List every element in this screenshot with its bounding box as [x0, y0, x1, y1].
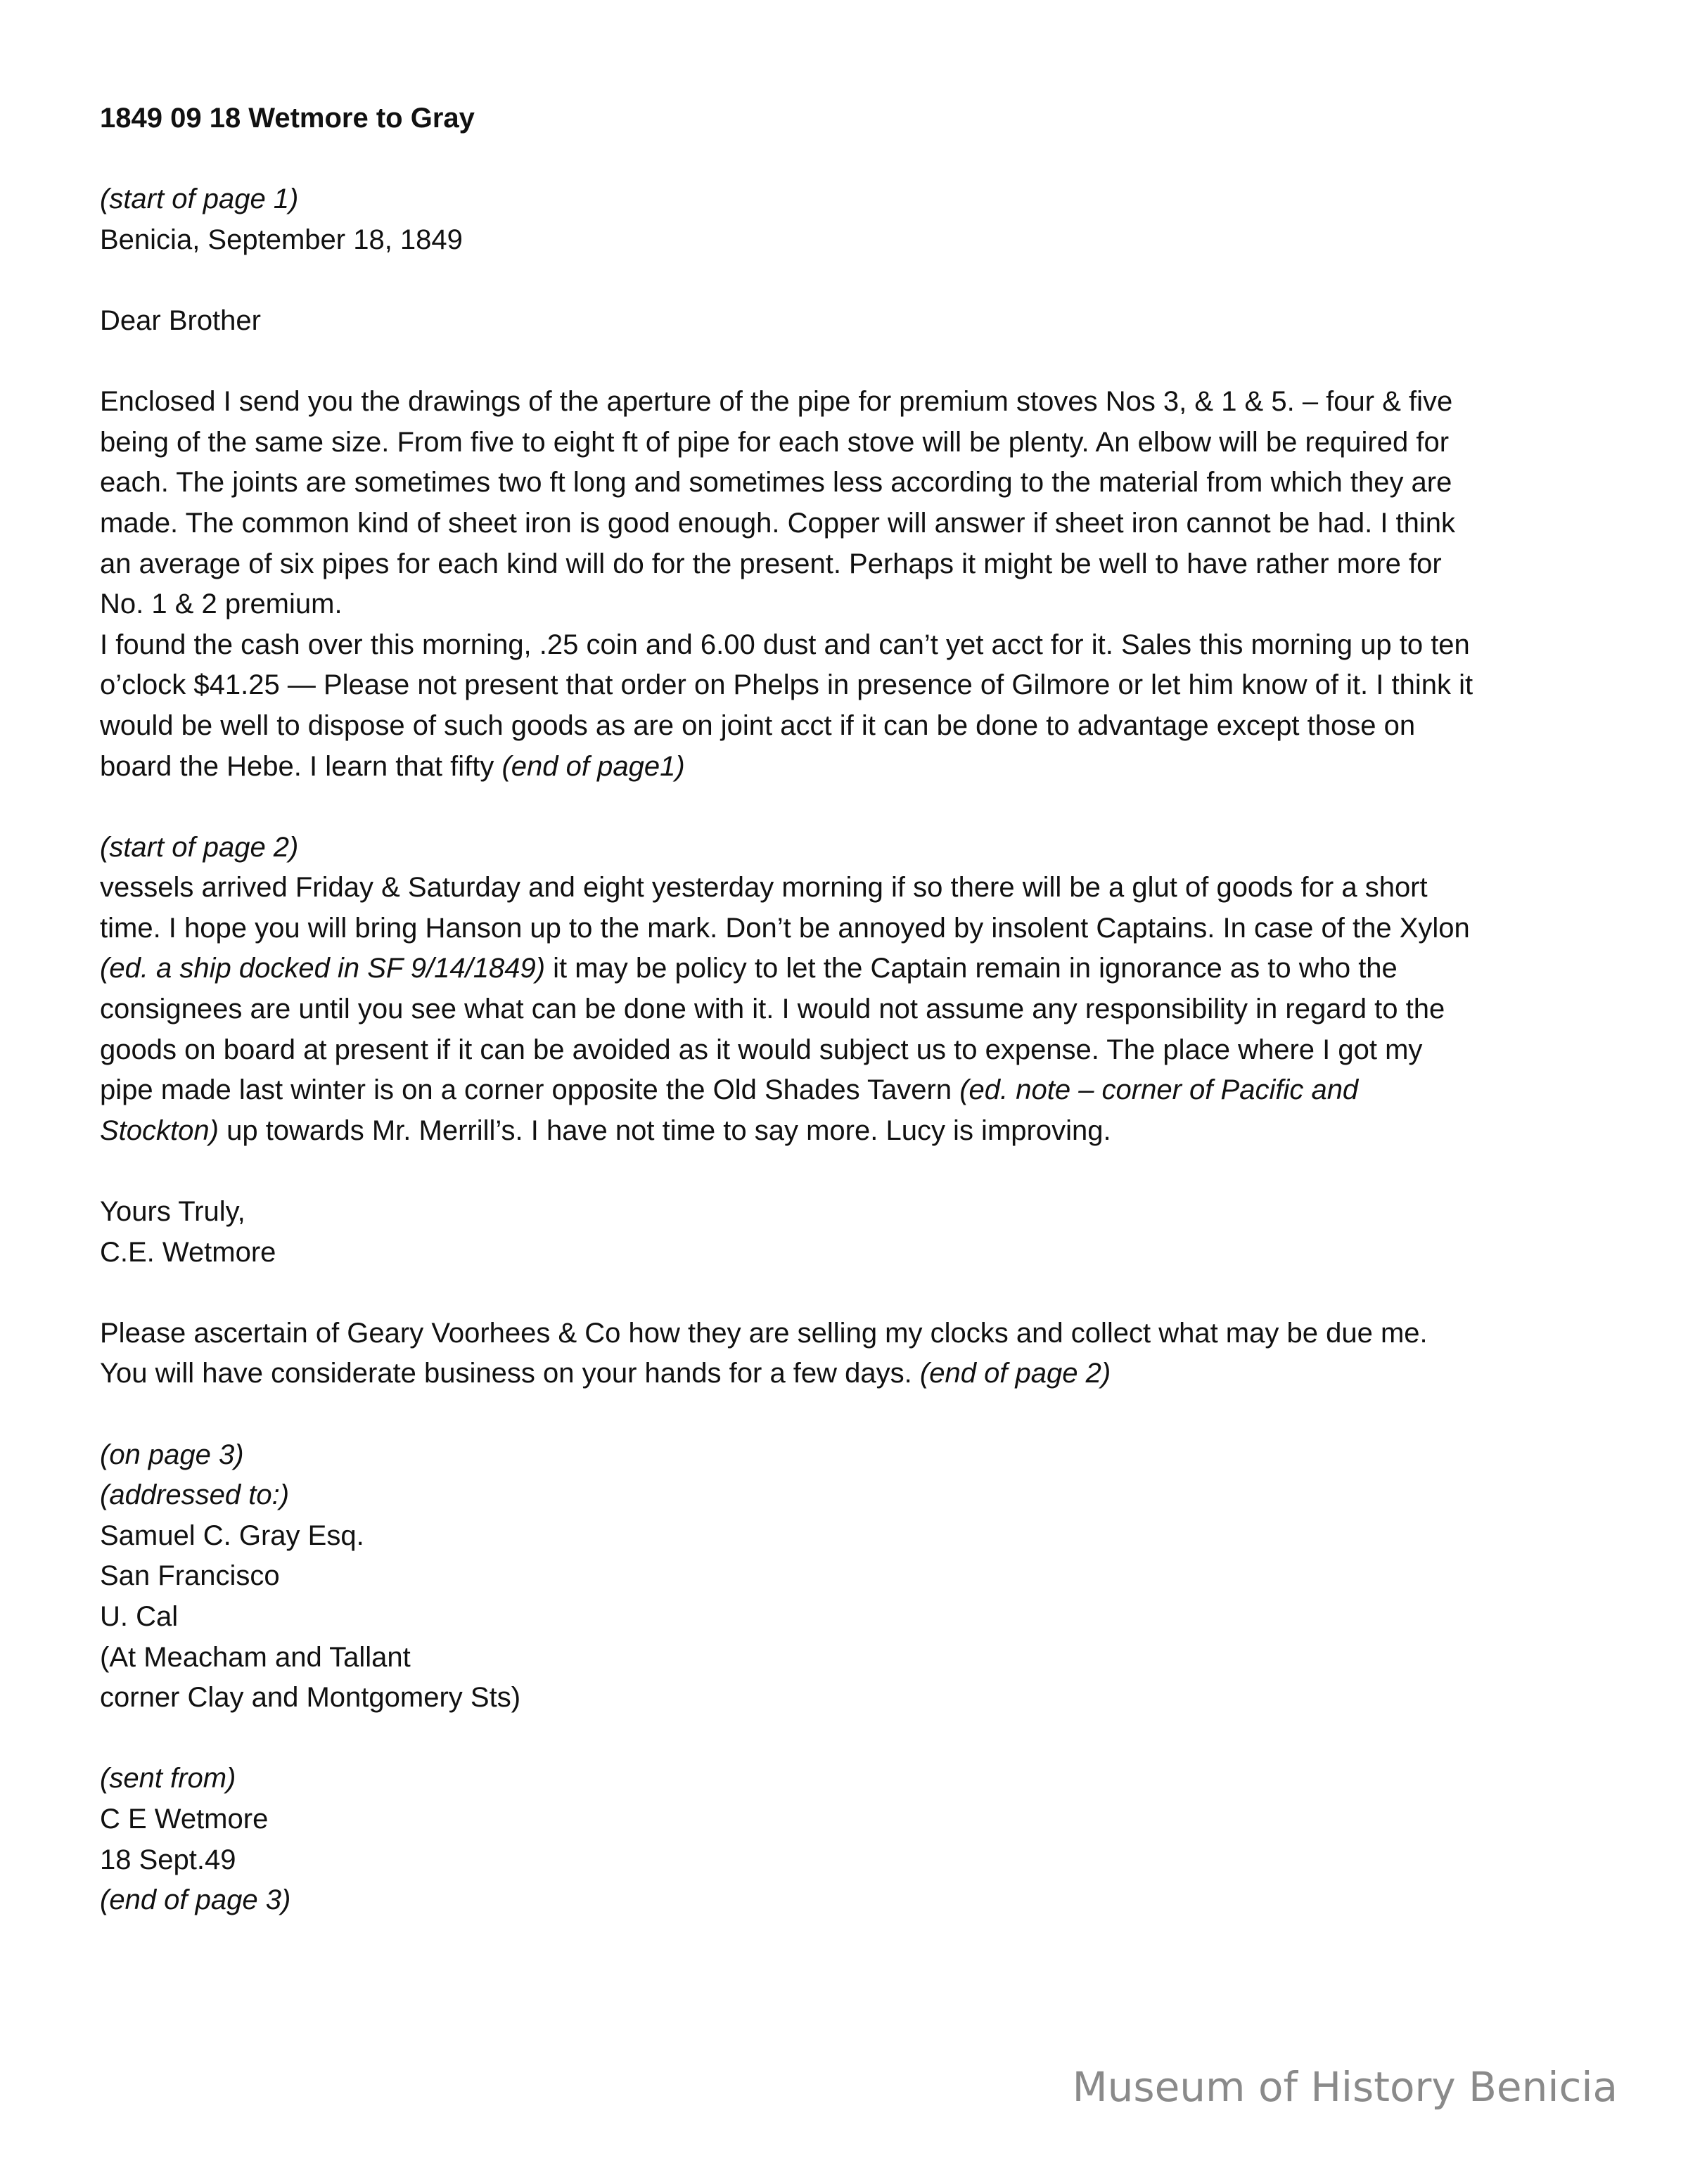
address-line: San Francisco — [100, 1560, 280, 1592]
paragraph-line: being of the same size. From five to eight ft of pipe for each stove will be plenty. An elbow will be required for — [100, 426, 1450, 458]
paragraph-text: up towards Mr. Merrill’s. I have not time to say more. Lucy is improving. — [218, 1115, 1111, 1146]
document-title: 1849 09 18 Wetmore to Gray — [100, 103, 475, 134]
paragraph-line — [100, 949, 1612, 989]
paragraph-line-last — [100, 747, 1612, 788]
paragraph-line: consignees are until you see what can be done with it. I would not assume any responsibility in regard to the — [100, 994, 1445, 1025]
paragraph-line: goods on board at present if it can be avoided as it would subject us to expense. The place where I got my — [100, 1034, 1423, 1065]
sent-date: 18 Sept.49 — [100, 1844, 236, 1875]
page1-start-note: (start of page 1) — [100, 184, 299, 215]
address-block — [100, 1435, 1612, 1719]
address-line: corner Clay and Montgomery Sts) — [100, 1682, 521, 1714]
closing-block — [100, 1192, 1612, 1273]
postscript-line — [100, 1354, 1612, 1394]
editor-note: Stockton) — [100, 1115, 219, 1146]
paragraph-line: would be well to dispose of such goods as are on joint acct if it can be done to advantage except those on — [100, 709, 1416, 741]
addressed-note: (addressed to:) — [100, 1479, 290, 1511]
paragraph-line: made. The common kind of sheet iron is good enough. Copper will answer if sheet iron cannot be had. I think — [100, 507, 1456, 539]
sender-block — [100, 1759, 1612, 1920]
postscript — [100, 1313, 1612, 1394]
page1-header — [100, 179, 1612, 260]
paragraph-line: No. 1 & 2 premium. — [100, 589, 343, 620]
paragraph-line: time. I hope you will bring Hanson up to the mark. Don’t be annoyed by insolent Captains. In case of the Xylon — [100, 912, 1470, 944]
paragraph-line: o’clock $41.25 — Please not present that order on Phelps in presence of Gilmore or let him know of it. I think it — [100, 669, 1473, 701]
paragraph-line: an average of six pipes for each kind will do for the present. Perhaps it might be well to have rather more for — [100, 548, 1442, 579]
salutation — [100, 301, 1612, 342]
paragraph-text: pipe made last winter is on a corner opposite the Old Shades Tavern — [100, 1074, 960, 1106]
page2-start-note: (start of page 2) — [100, 831, 299, 863]
paragraph-line: Enclosed I send you the drawings of the aperture of the pipe for premium stoves Nos 3, & 1 & 5. – four & five — [100, 386, 1453, 418]
paragraph-line: I found the cash over this morning, .25 coin and 6.00 dust and can’t yet acct for it. Sales this morning up to ten — [100, 629, 1470, 660]
paragraph-line — [100, 1111, 1612, 1152]
postscript-text: You will have considerate business on your hands for a few days. — [100, 1358, 920, 1389]
editor-note: (ed. a ship docked in SF 9/14/1849) — [100, 953, 546, 984]
salutation-text: Dear Brother — [100, 304, 261, 336]
editor-note: (ed. note – corner of Pacific and — [959, 1074, 1359, 1106]
paragraph-text: it may be policy to let the Captain remain in ignorance as to who the — [545, 953, 1398, 984]
signature: C.E. Wetmore — [100, 1236, 276, 1268]
museum-watermark: Museum of History Benicia — [1072, 2063, 1618, 2111]
postscript-line: Please ascertain of Geary Voorhees & Co how they are selling my clocks and collect what may be due me. — [100, 1317, 1428, 1349]
page2-end-note: (end of page 2) — [919, 1358, 1111, 1389]
dateline: Benicia, September 18, 1849 — [100, 224, 463, 255]
address-line: (At Meacham and Tallant — [100, 1641, 411, 1673]
page1-body — [100, 382, 1612, 787]
page2-body — [100, 828, 1612, 1152]
sent-note: (sent from) — [100, 1763, 236, 1794]
closing: Yours Truly, — [100, 1196, 245, 1228]
letter-transcription — [100, 98, 1612, 1961]
sender: C E Wetmore — [100, 1803, 269, 1835]
page3-end-note: (end of page 3) — [100, 1884, 291, 1916]
page3-note: (on page 3) — [100, 1439, 244, 1470]
paragraph-line: vessels arrived Friday & Saturday and eight yesterday morning if so there will be a glut of goods for a short — [100, 872, 1428, 904]
paragraph-line — [100, 1070, 1612, 1111]
page1-end-note: (end of page1) — [501, 750, 685, 782]
address-line: Samuel C. Gray Esq. — [100, 1520, 364, 1551]
paragraph-line: each. The joints are sometimes two ft long and sometimes less according to the material from which they are — [100, 467, 1452, 499]
paragraph-text: board the Hebe. I learn that fifty — [100, 750, 502, 782]
address-line: U. Cal — [100, 1600, 179, 1632]
